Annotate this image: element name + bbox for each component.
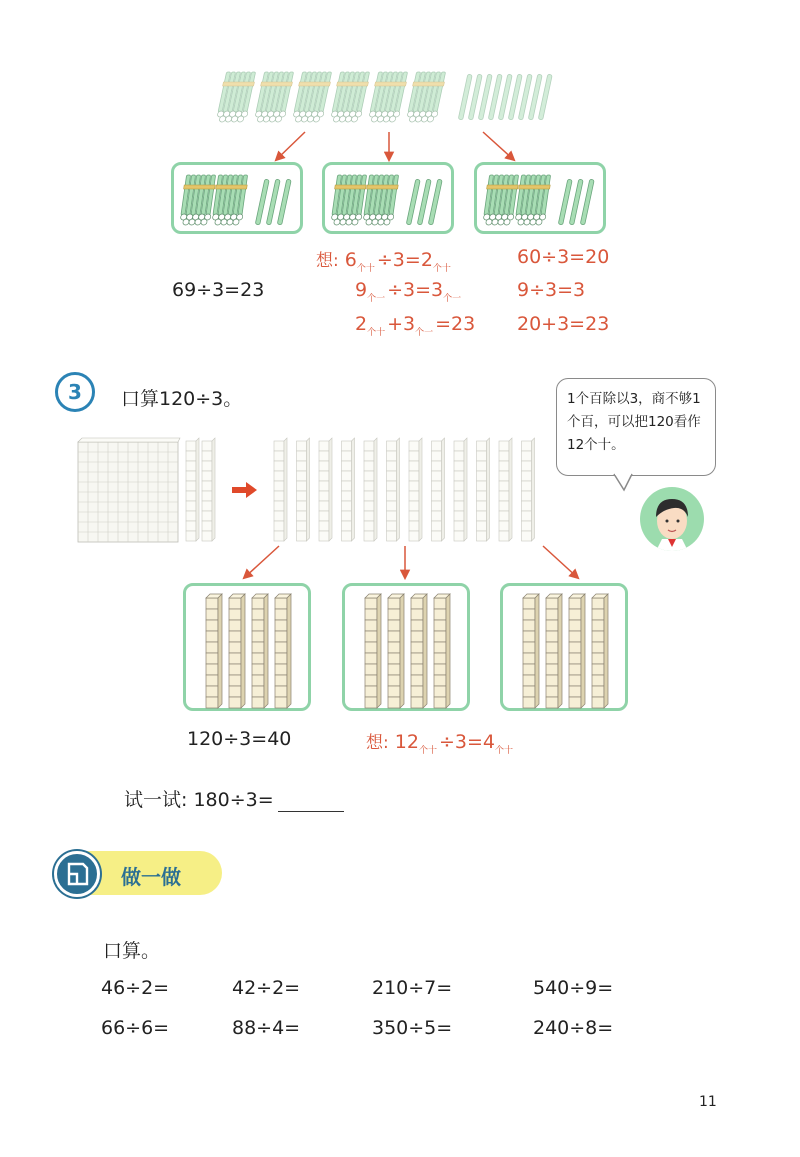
speech-bubble-tail bbox=[612, 474, 642, 494]
equation-120-div-3: 120÷3=40 bbox=[187, 728, 292, 750]
split-arrows-top bbox=[0, 0, 800, 170]
problem-6: 88÷4= bbox=[232, 1017, 301, 1039]
think-line-3: $2_{个十} +3_{个一} =23$ bbox=[355, 313, 476, 338]
problem-7: 350÷5= bbox=[372, 1017, 453, 1039]
problem-1: 46÷2= bbox=[101, 977, 170, 999]
group-box-2 bbox=[322, 162, 454, 234]
problem-4: 540÷9= bbox=[533, 977, 614, 999]
example-number-badge: 3 bbox=[55, 372, 95, 412]
try-label: 试一试: bbox=[124, 789, 188, 811]
alt-line-2: 9÷3=3 bbox=[517, 279, 586, 301]
try-it-line bbox=[124, 785, 344, 812]
group-box-3 bbox=[474, 162, 606, 234]
twelve-tens-rods bbox=[274, 441, 544, 545]
two-tens-rods bbox=[186, 441, 222, 545]
equation-69-div-3: 69÷3=23 bbox=[172, 279, 265, 301]
think-line-1: 想: $6_{个十} \div 3=2_{个十}$ bbox=[316, 249, 451, 274]
think-line-120: 想: $12_{个十} \div 3=4_{个十}$ bbox=[366, 731, 514, 756]
problem-2: 42÷2= bbox=[232, 977, 301, 999]
problem-8: 240÷8= bbox=[533, 1017, 614, 1039]
page-number: 11 bbox=[699, 1094, 717, 1110]
answer-blank[interactable] bbox=[278, 793, 344, 812]
right-arrow-icon bbox=[232, 481, 258, 499]
tens-group-box-2 bbox=[342, 583, 470, 711]
try-expression: 180÷3= bbox=[193, 789, 274, 811]
tens-group-box-3 bbox=[500, 583, 628, 711]
think-prefix: 想: bbox=[316, 251, 339, 271]
group-box-1 bbox=[171, 162, 303, 234]
example-title: 口算120÷3。 bbox=[121, 388, 243, 410]
hundred-block bbox=[74, 438, 180, 542]
practice-icon bbox=[54, 851, 100, 897]
speech-bubble: 1个百除以3，商不够1个百，可以把120看作12个十。 bbox=[556, 378, 716, 476]
practice-banner-title: 做一做 bbox=[121, 865, 181, 889]
practice-instruction: 口算。 bbox=[103, 940, 161, 962]
alt-line-1: 60÷3=20 bbox=[517, 246, 610, 268]
think-line-2: $9_{个一} \div 3=3_{个一}$ bbox=[355, 279, 462, 304]
problem-3: 210÷7= bbox=[372, 977, 453, 999]
problem-5: 66÷6= bbox=[101, 1017, 170, 1039]
alt-line-3: 20+3=23 bbox=[517, 313, 610, 335]
tens-group-box-1 bbox=[183, 583, 311, 711]
